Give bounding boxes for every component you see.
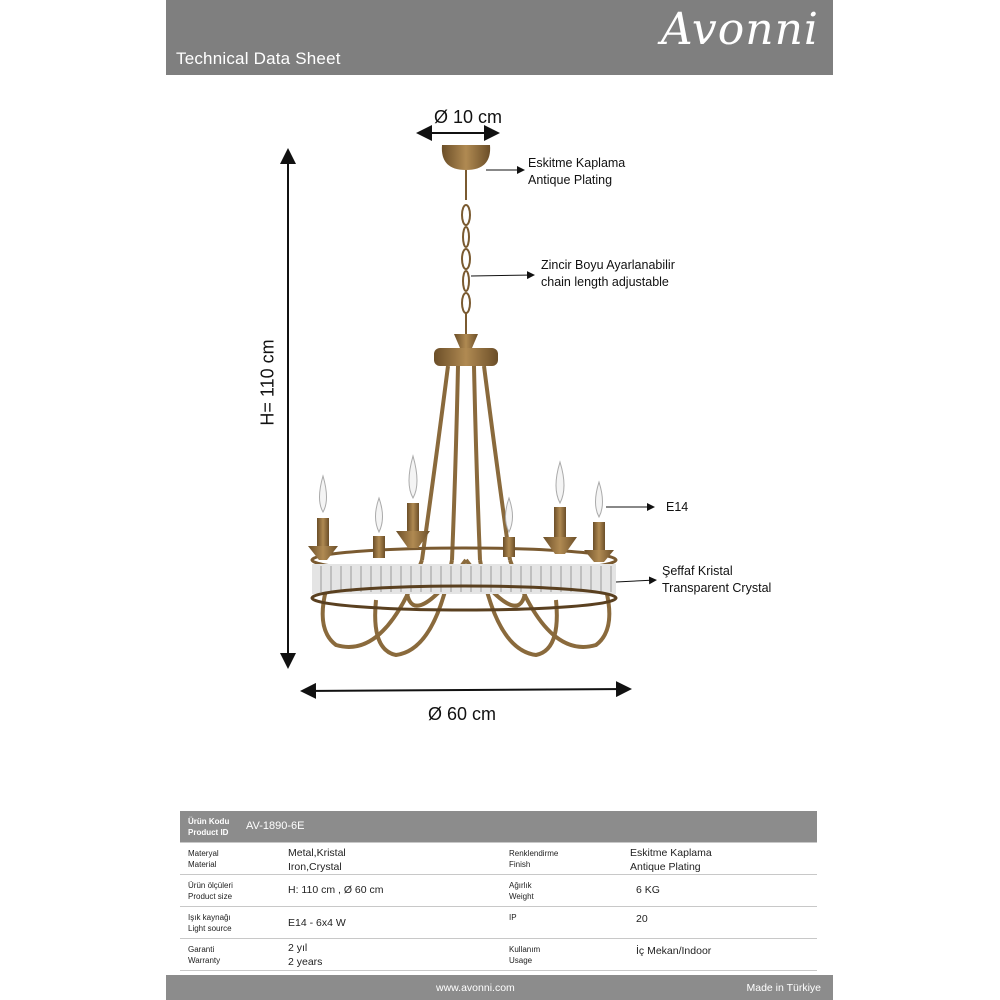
spec-row	[180, 875, 817, 907]
spec-label	[509, 912, 517, 923]
spec-row	[180, 939, 817, 971]
spec-table	[180, 811, 817, 971]
height-label: H= 110 cm	[257, 339, 278, 426]
spec-label	[509, 880, 534, 902]
page-title: Technical Data Sheet	[176, 49, 341, 68]
spec-label-en: Usage	[509, 956, 533, 965]
product-id-label-en: Product ID	[188, 828, 229, 837]
spec-value-1: E14 - 6x4 W	[288, 917, 346, 929]
callout-arrow-crystal	[616, 580, 656, 582]
website-link[interactable]: www.avonni.com	[436, 982, 515, 994]
callout-chain-tr: Zincir Boyu Ayarlanabilir	[541, 258, 675, 272]
spec-value	[636, 912, 648, 926]
bottom-diameter-label: Ø 60 cm	[428, 704, 497, 724]
candle-holders	[308, 456, 614, 562]
spec-value-2: Antique Plating	[630, 861, 701, 873]
callout-chain	[541, 257, 675, 291]
spec-label	[509, 848, 558, 870]
spec-value	[288, 916, 346, 930]
product-id-label-tr: Ürün Kodu	[188, 817, 230, 826]
chain	[462, 170, 470, 334]
spec-row	[180, 843, 817, 875]
spec-header-row	[180, 811, 817, 843]
spec-value	[636, 944, 711, 958]
spec-label	[509, 944, 540, 966]
callout-crystal-en: Transparent Crystal	[662, 581, 772, 595]
top-diameter-label: Ø 10 cm	[434, 107, 503, 127]
spec-label-tr: IP	[509, 913, 517, 922]
callout-plating	[528, 155, 625, 189]
spec-label-en: Light source	[188, 924, 232, 933]
spec-value-2: Iron,Crystal	[288, 861, 342, 873]
spec-value-1: İç Mekan/Indoor	[636, 945, 712, 957]
spec-value-1: Eskitme Kaplama	[630, 847, 712, 859]
callout-crystal	[662, 563, 771, 597]
spec-label	[188, 848, 219, 870]
spec-label-tr: Ağırlık	[509, 881, 532, 890]
spec-label-tr: Garanti	[188, 945, 215, 954]
callout-arrow-chain	[471, 275, 534, 276]
stems	[422, 366, 510, 560]
product-id-value: AV-1890-6E	[246, 820, 305, 832]
spec-value-1: 20	[636, 913, 648, 925]
spec-label-tr: Kullanım	[509, 945, 541, 954]
spec-label-en: Weight	[509, 892, 534, 901]
bottom-diameter-arrow	[302, 689, 630, 691]
callout-socket: E14	[666, 500, 689, 514]
made-in-label: Made in Türkiye	[746, 982, 821, 994]
data-sheet	[166, 0, 833, 1000]
brand-logo: Avonni	[660, 4, 819, 55]
callout-plating-en: Antique Plating	[528, 173, 613, 187]
spec-label	[188, 944, 220, 966]
spec-label-en: Product size	[188, 892, 233, 901]
hub-disc	[434, 348, 498, 366]
spec-row	[180, 907, 817, 939]
spec-value	[288, 941, 322, 969]
spec-label-tr: Renklendirme	[509, 849, 559, 858]
spec-label-tr: Işık kaynağı	[188, 913, 231, 922]
spec-value	[288, 883, 384, 897]
spec-value-1: H: 110 cm , Ø 60 cm	[288, 884, 384, 896]
spec-label-tr: Ürün ölçüleri	[188, 881, 233, 890]
spec-value	[630, 846, 712, 874]
spec-value-1: 2 yıl	[288, 942, 308, 954]
callout-plating-tr: Eskitme Kaplama	[528, 156, 626, 170]
callout-crystal-tr: Şeffaf Kristal	[662, 564, 733, 578]
spec-value-2: 2 years	[288, 956, 323, 968]
spec-value-1: Metal,Kristal	[288, 847, 346, 859]
spec-value	[288, 846, 346, 874]
spec-value	[636, 883, 660, 897]
spec-label	[188, 912, 232, 934]
canopy	[442, 145, 490, 170]
spec-label-en: Finish	[509, 860, 531, 869]
hub-cone	[454, 334, 478, 348]
spec-label-en: Warranty	[188, 956, 221, 965]
product-id-label	[188, 816, 229, 838]
spec-value-1: 6 KG	[636, 884, 660, 896]
spec-label-tr: Materyal	[188, 849, 219, 858]
spec-label	[188, 880, 233, 902]
callout-chain-en: chain length adjustable	[541, 275, 669, 289]
spec-label-en: Material	[188, 860, 217, 869]
footer-bar	[166, 975, 833, 1000]
